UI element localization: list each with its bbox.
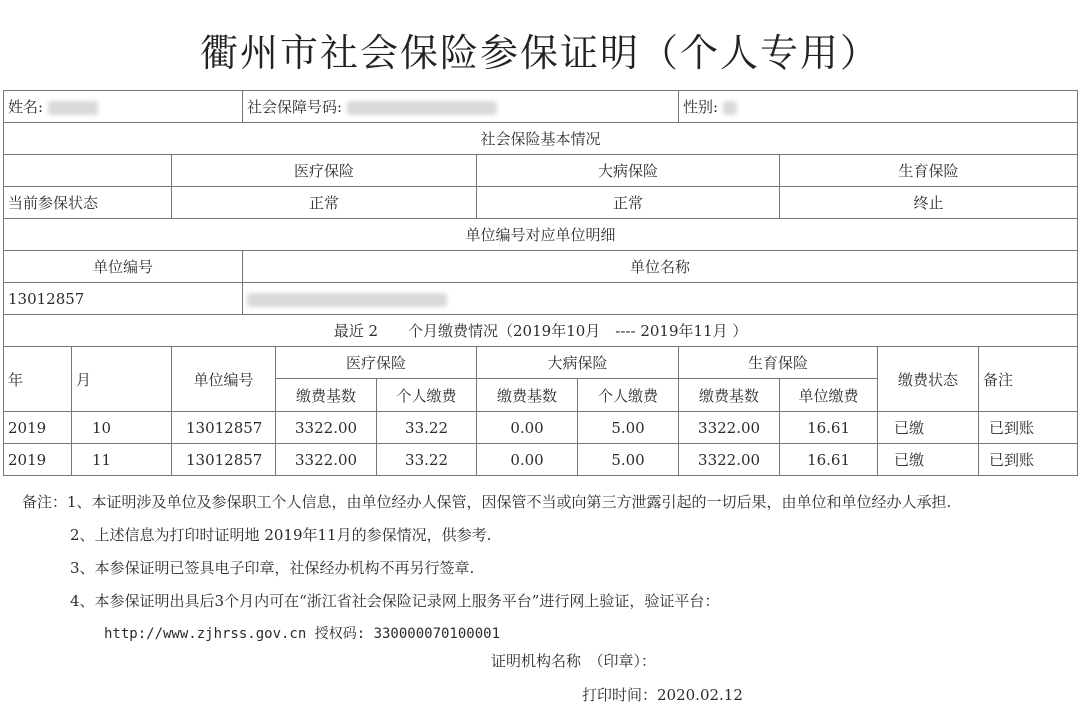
row-ill-personal: 5.00 bbox=[578, 412, 679, 444]
notes-block bbox=[22, 486, 1072, 651]
basic-col-medical: 医疗保险 bbox=[172, 155, 477, 187]
gender-label: 性别: bbox=[683, 98, 719, 116]
verification-url: http://www.zjhrss.gov.cn 授权码: 330000070100001 bbox=[104, 626, 501, 642]
sub-med-personal: 个人缴费 bbox=[377, 379, 477, 412]
row-med-base: 3322.00 bbox=[276, 412, 377, 444]
row-status: 已缴 bbox=[878, 412, 979, 444]
row-ill-base: 0.00 bbox=[477, 412, 578, 444]
unit-col-code: 单位编号 bbox=[4, 251, 243, 283]
basic-col-maternity: 生育保险 bbox=[780, 155, 1078, 187]
col-illness: 大病保险 bbox=[477, 347, 679, 379]
status-illness: 正常 bbox=[477, 187, 780, 219]
row-med-personal: 33.22 bbox=[377, 412, 477, 444]
col-pay-status: 缴费状态 bbox=[878, 347, 979, 412]
row-remark: 已到账 bbox=[979, 444, 1078, 476]
sub-mat-base: 缴费基数 bbox=[679, 379, 780, 412]
col-maternity: 生育保险 bbox=[679, 347, 878, 379]
unit-name-cell bbox=[243, 283, 1078, 315]
col-unit-code: 单位编号 bbox=[172, 347, 276, 412]
payment-header-row-1 bbox=[4, 347, 1078, 379]
name-label: 姓名: bbox=[8, 98, 44, 116]
sub-ill-base: 缴费基数 bbox=[477, 379, 578, 412]
row-unit: 13012857 bbox=[172, 412, 276, 444]
ssn-label: 社会保障号码: bbox=[247, 98, 343, 116]
basic-section-title: 社会保险基本情况 bbox=[4, 123, 1078, 155]
row-mat-unit: 16.61 bbox=[780, 412, 878, 444]
table-row bbox=[4, 412, 1078, 444]
page-title: 衢州市社会保险参保证明（个人专用） bbox=[199, 31, 880, 75]
row-month: 11 bbox=[72, 444, 172, 476]
note-2: 2、上述信息为打印时证明地 2019年11月的参保情况，供参考. bbox=[70, 526, 492, 544]
basic-header-row bbox=[4, 155, 1078, 187]
unit-section-title: 单位编号对应单位明细 bbox=[4, 219, 1078, 251]
unit-code: 13012857 bbox=[4, 283, 243, 315]
payment-summary: 最近 2 个月缴费情况（2019年10月 ---- 2019年11月 ） bbox=[4, 315, 1078, 347]
row-med-base: 3322.00 bbox=[276, 444, 377, 476]
row-mat-unit: 16.61 bbox=[780, 444, 878, 476]
issuer-seal-line: 证明机构名称 （印章）： bbox=[491, 652, 657, 670]
unit-name-redacted bbox=[247, 293, 447, 307]
sub-med-base: 缴费基数 bbox=[276, 379, 377, 412]
row-mat-base: 3322.00 bbox=[679, 412, 780, 444]
table-row bbox=[4, 444, 1078, 476]
row-year: 2019 bbox=[4, 412, 72, 444]
unit-header-row bbox=[4, 251, 1078, 283]
row-unit: 13012857 bbox=[172, 444, 276, 476]
sub-mat-unit: 单位缴费 bbox=[780, 379, 878, 412]
row-remark: 已到账 bbox=[979, 412, 1078, 444]
row-status: 已缴 bbox=[878, 444, 979, 476]
basic-status-row bbox=[4, 187, 1078, 219]
col-year: 年 bbox=[4, 347, 72, 412]
note-3: 3、本参保证明已签具电子印章，社保经办机构不再另行签章. bbox=[70, 559, 475, 577]
row-year: 2019 bbox=[4, 444, 72, 476]
basic-col-illness: 大病保险 bbox=[477, 155, 780, 187]
note-1: 备注：1、本证明涉及单位及参保职工个人信息，由单位经办人保管，因保管不当或向第三方泄露引起的一切后果，由单位和单位经办人承担. bbox=[22, 493, 952, 511]
unit-col-name: 单位名称 bbox=[243, 251, 1078, 283]
name-cell bbox=[4, 91, 243, 123]
unit-detail-row bbox=[4, 283, 1078, 315]
personal-info-row bbox=[4, 91, 1078, 123]
row-ill-base: 0.00 bbox=[477, 444, 578, 476]
gender-cell bbox=[679, 91, 1078, 123]
ssn-cell bbox=[243, 91, 679, 123]
row-mat-base: 3322.00 bbox=[679, 444, 780, 476]
col-medical: 医疗保险 bbox=[276, 347, 477, 379]
print-time: 打印时间：2020.02.12 bbox=[582, 686, 743, 704]
sub-ill-personal: 个人缴费 bbox=[578, 379, 679, 412]
col-month: 月 bbox=[72, 347, 172, 412]
gender-redacted bbox=[723, 101, 737, 115]
row-month: 10 bbox=[72, 412, 172, 444]
status-label: 当前参保状态 bbox=[4, 187, 172, 219]
row-ill-personal: 5.00 bbox=[578, 444, 679, 476]
ssn-redacted bbox=[347, 101, 497, 115]
note-4: 4、本参保证明出具后3个月内可在“浙江省社会保险记录网上服务平台”进行网上验证，验证平台： bbox=[70, 592, 720, 610]
row-med-personal: 33.22 bbox=[377, 444, 477, 476]
col-remark: 备注 bbox=[979, 347, 1078, 412]
name-redacted bbox=[48, 101, 98, 115]
status-medical: 正常 bbox=[172, 187, 477, 219]
certificate-table bbox=[3, 90, 1078, 476]
status-maternity: 终止 bbox=[780, 187, 1078, 219]
